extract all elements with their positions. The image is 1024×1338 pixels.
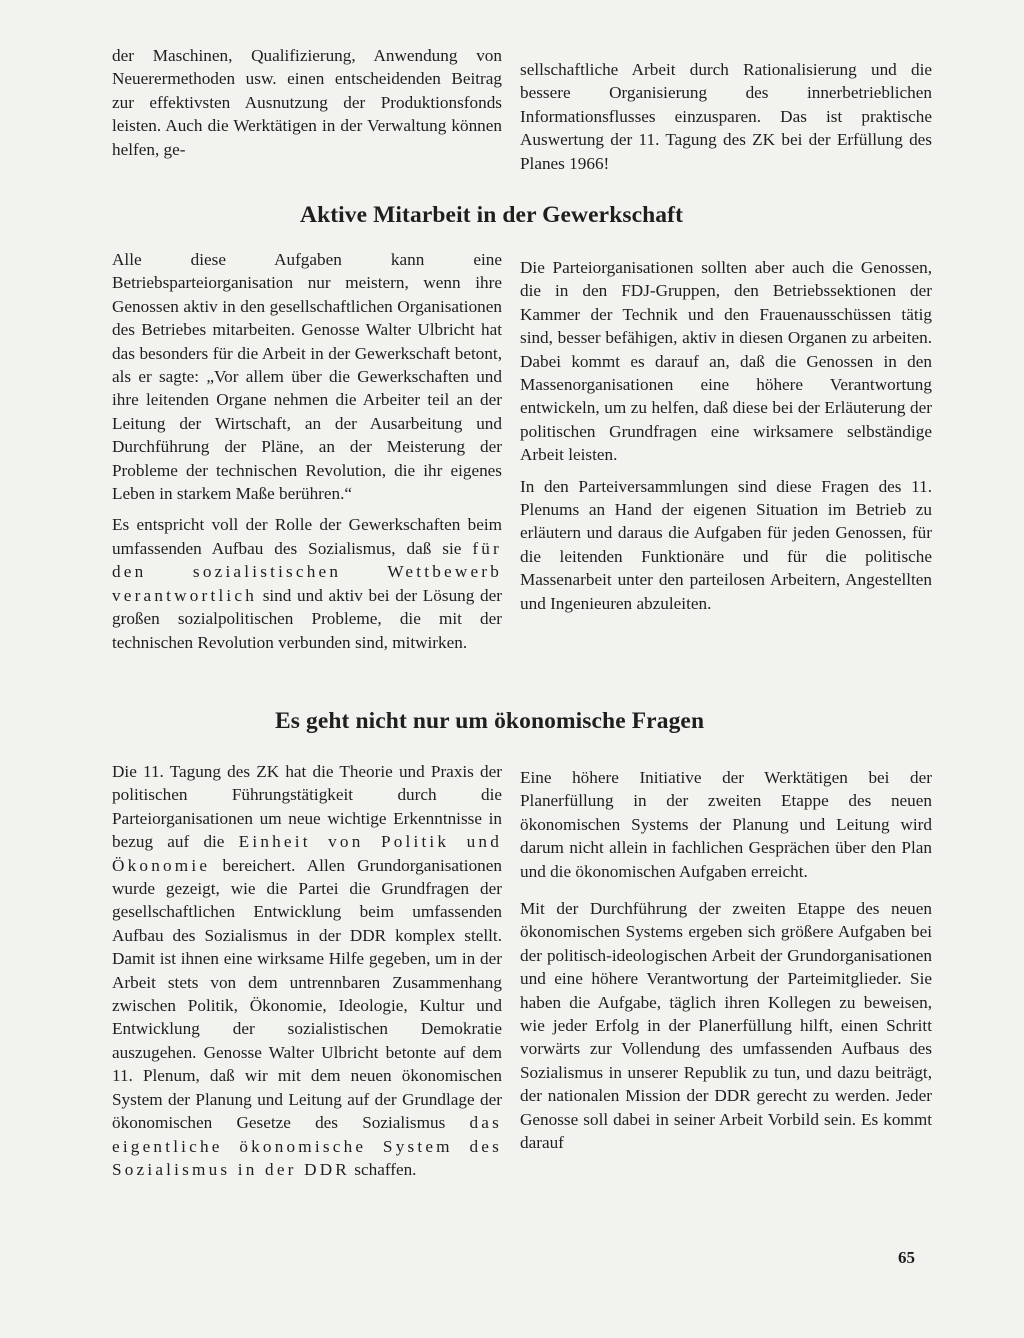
top-right-column [520,58,932,175]
section1-left-paragraph-2 [112,513,502,653]
section1-left-paragraph-1: Alle diese Aufgaben kann eine Betriebsparteiorganisation nur meistern, wenn ihre Genossen aktiv in den gesellschaftlichen Organisationen des Betriebes mitarbeiten. Genosse Walter Ulbricht hat das besonders für die Arbeit in der Gewerkschaft betont, als er sagte: „Vor allem über die Gewerkschaften und ihre leitenden Organe nehmen die Arbeiter teil an der Leitung der Wirtschaft, an der Ausarbeitung und Durchführung der Pläne, an der Meisterung der Probleme der technischen Revolution, die ihr eigenes Leben in starkem Maße berühren.“ [112,250,502,504]
page-number: 65 [898,1248,915,1267]
section1-left-column [112,248,502,654]
section2-right-paragraph-1: Eine höhere Initiative der Werktätigen bei der Planerfüllung in der zweiten Etappe des neuen ökonomischen Systems der Planung und Leitung wird darum nicht allein in fachlichen Gesprächen über den Plan und die ökonomischen Aufgaben erreicht. [520,768,932,881]
top-right-paragraph: sellschaftliche Arbeit durch Rationalisierung und die bessere Organisierung des innerbetrieblichen Informationsflusses einzusparen. Das ist praktische Auswertung der 11. Tagung des ZK bei der Erfüllung des Planes 1966! [520,60,932,173]
section1-left-p2-start: Es entspricht voll der Rolle der Gewerkschaften beim umfassenden Aufbau des Sozialismus, daß sie [112,515,502,558]
section2-left-start: Die 11. Tagung des ZK hat die Theorie und Praxis der politischen Führungstätigkeit durch die Parteiorganisationen um neue wichtige Erkenntnisse in bezug auf die [112,762,502,852]
section2-left-middle: bereichert. Allen Grundorganisationen wurde gezeigt, wie die Partei die Grundfragen der gesellschaftlichen Entwicklung beim umfassenden Aufbau des Sozialismus in der DDR komplex stellt. Damit ist ihnen eine wirksame Hilfe gegeben, um in der Arbeit stets von dem untrennbaren Zusammenhang zwischen Politik, Ökonomie, Ideologie, Kultur und Entwicklung der sozialistischen Demokratie auszugehen. Genosse Walter Ulbricht betonte auf dem 11. Plenum, daß wir mit dem neuen ökonomischen System der Planung und Leitung auf der Grundlage der ökonomischen Gesetze des Sozialismus [112,855,502,1133]
section2-left-end: schaffen. [354,1159,417,1179]
section2-left-paragraph [112,760,502,1181]
section1-right-column [520,256,932,615]
section1-left-p2-end: sind und aktiv bei der Lösung der großen sozialpolitischen Probleme, die mit der technischen Revolution verbunden sind, mitwirken. [112,585,502,652]
top-left-paragraph: der Maschinen, Qualifizierung, Anwendung von Neuerermethoden usw. einen entscheidenden Beitrag zur effektivsten Ausnutzung der Produktionsfonds leisten. Auch die Werktätigen in der Verwaltung können helfen, ge- [112,46,502,159]
top-left-column [112,44,502,161]
section-heading-gewerkschaft: Aktive Mitarbeit in der Gewerkschaft [300,202,684,228]
section2-right-paragraph-2: Mit der Durchführung der zweiten Etappe des neuen ökonomischen Systems ergeben sich größere Aufgaben bei der politisch-ideologischen Arbeit der Grundorganisationen und eine höhere Verantwortung der Parteimitglieder. Sie haben die Aufgabe, täglich ihren Kollegen zu beweisen, wie jeder Erfolg in der Planerfüllung hilft, einen Schritt vorwärts zur Vollendung des umfassenden Aufbaus des Sozialismus in unserer Republik zu tun, und dazu beiträgt, der nationalen Mission der DDR gerecht zu werden. Jeder Genosse soll dabei in seiner Arbeit Vorbild sein. Es kommt darauf [520,899,932,1153]
section2-left-column [112,760,502,1181]
section2-left-emphasis-1: Einheit von Politik und Ökonomie [112,832,503,875]
section1-right-paragraph-1: Die Parteiorganisationen sollten aber auch die Genossen, die in den FDJ-Gruppen, den Betriebssektionen der Kammer der Technik und den Frauenausschüssen tätig sind, besser befähigen, aktiv in diesen Organen zu arbeiten. Dabei kommt es darauf an, daß die Genossen in den Massenorganisationen eine höhere Verantwortung entwickeln, um zu helfen, daß diese bei der Erläuterung der politischen Grundfragen eine wirksamere selbständige Arbeit leisten. [520,258,932,465]
section1-right-paragraph-2: In den Parteiversammlungen sind diese Fragen des 11. Plenums an Hand der eigenen Situation im Betrieb zu erläutern und daraus die Aufgaben für jeden Genossen, für die leitenden Funktionäre und für die politische Massenarbeit unter den parteilosen Arbeitern, Angestellten und Ingenieuren abzuleiten. [520,476,932,613]
section2-left-emphasis-2: das eigentliche ökonomische System des Sozialismus in der DDR [112,1113,503,1179]
section1-left-p2-emphasis: für den sozialistischen Wettbewerb verantwortlich [112,538,502,605]
section2-right-column [520,766,932,1155]
section-heading-oekonomische-fragen: Es geht nicht nur um ökonomische Fragen [275,708,705,734]
